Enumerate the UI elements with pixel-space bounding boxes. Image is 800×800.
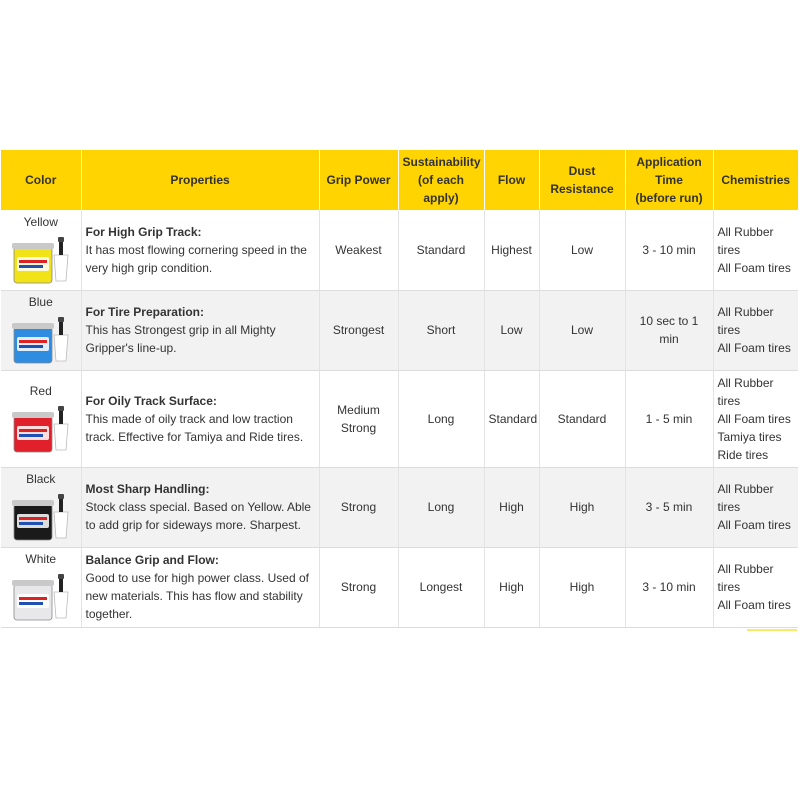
header-application-time [625, 150, 713, 210]
grip-power-cell: Strong [319, 547, 398, 627]
header-sustainability-line3: apply) [423, 191, 459, 205]
color-name: Yellow [23, 214, 58, 229]
table-row [1, 290, 798, 370]
properties-cell [81, 547, 319, 627]
flow-cell: Standard [484, 370, 539, 467]
color-cell [1, 547, 81, 627]
sustainability-cell: Longest [398, 547, 484, 627]
table-row [1, 547, 798, 627]
chemistry-item: All Foam tires [717, 341, 791, 355]
table-row [1, 370, 798, 467]
flow-cell: High [484, 547, 539, 627]
gripper-comparison-table [1, 150, 798, 628]
color-name: Blue [28, 295, 53, 309]
header-dust-line2: Resistance [550, 182, 614, 196]
flow-cell: Low [484, 290, 539, 370]
chemistries-cell [713, 547, 798, 627]
header-color: Color [1, 150, 81, 210]
application-time-cell: 3 - 10 min [625, 547, 713, 627]
grip-power-cell: Medium Strong [319, 370, 398, 467]
chemistries-cell [713, 467, 798, 547]
header-dust-resistance [539, 150, 625, 210]
grip-power-cell: Weakest [319, 210, 398, 290]
dust-resistance-cell: Low [539, 290, 625, 370]
header-app-line2: Time [655, 173, 683, 187]
sustainability-cell: Short [398, 290, 484, 370]
flow-cell: High [484, 467, 539, 547]
color-name: White [25, 552, 57, 566]
chemistry-item: All Foam tires [717, 411, 791, 426]
product-jar-image [6, 233, 76, 287]
color-cell [1, 370, 81, 467]
chemistry-item: All Rubber tires [717, 482, 774, 514]
properties-title: Most Sharp Handling: [85, 482, 210, 496]
grip-power-cell: Strong [319, 467, 398, 547]
color-name: Red [29, 383, 52, 398]
header-flow: Flow [484, 150, 539, 210]
grip-power-cell: Strongest [319, 290, 398, 370]
chemistry-item: Ride tires [717, 447, 769, 462]
dust-resistance-cell: Low [539, 210, 625, 290]
properties-title: For Tire Preparation: [85, 305, 204, 319]
chemistry-item: All Foam tires [717, 518, 791, 532]
chemistry-item: All Rubber tires [717, 224, 774, 257]
application-time-cell: 3 - 5 min [625, 467, 713, 547]
color-name: Black [26, 472, 56, 486]
product-jar-image [6, 570, 76, 624]
header-dust-line1: Dust [568, 164, 596, 178]
product-jar-image [6, 490, 76, 544]
dust-resistance-cell: High [539, 467, 625, 547]
product-jar-image [6, 402, 76, 456]
chemistry-item: All Foam tires [717, 260, 791, 275]
sustainability-cell: Standard [398, 210, 484, 290]
header-sustainability [398, 150, 484, 210]
header-sustainability-line2: (of each [417, 173, 464, 187]
header-grip-power: Grip Power [319, 150, 398, 210]
flow-cell: Highest [484, 210, 539, 290]
properties-text: Good to use for high power class. Used of new materials. This has flow and stability together. [85, 571, 309, 621]
properties-cell [81, 290, 319, 370]
header-app-line1: Application [636, 155, 702, 169]
header-app-line3: (before run) [635, 191, 703, 205]
product-jar-image [6, 313, 76, 367]
chemistry-item: All Rubber tires [717, 562, 774, 594]
color-cell [1, 467, 81, 547]
chemistries-cell [713, 370, 798, 467]
sustainability-cell: Long [398, 467, 484, 547]
dust-resistance-cell: Standard [539, 370, 625, 467]
properties-text: This has Strongest grip in all Mighty Gripper's line-up. [85, 323, 276, 355]
properties-title: Balance Grip and Flow: [85, 553, 219, 567]
properties-title: For High Grip Track: [85, 224, 202, 239]
comparison-table-wrapper [1, 150, 798, 628]
properties-text: Stock class special. Based on Yellow. Able to add grip for sideways more. Sharpest. [85, 500, 311, 532]
decorative-underline [747, 629, 797, 631]
chemistry-item: All Foam tires [717, 598, 791, 612]
properties-title: For Oily Track Surface: [85, 393, 217, 408]
properties-cell [81, 467, 319, 547]
header-properties: Properties [81, 150, 319, 210]
color-cell [1, 290, 81, 370]
color-cell [1, 210, 81, 290]
header-row [1, 150, 798, 210]
header-chemistries: Chemistries [713, 150, 798, 210]
sustainability-cell: Long [398, 370, 484, 467]
chemistry-item: Tamiya tires [717, 429, 782, 444]
chemistry-item: All Rubber tires [717, 375, 774, 408]
chemistries-cell [713, 210, 798, 290]
properties-text: It has most flowing cornering speed in the very high grip condition. [85, 242, 307, 275]
table-row [1, 467, 798, 547]
properties-cell [81, 210, 319, 290]
properties-text: This made of oily track and low traction track. Effective for Tamiya and Ride tires. [85, 411, 304, 444]
application-time-cell: 3 - 10 min [625, 210, 713, 290]
properties-cell [81, 370, 319, 467]
chemistry-item: All Rubber tires [717, 305, 774, 337]
application-time-cell: 1 - 5 min [625, 370, 713, 467]
header-sustainability-line1: Sustainability [402, 155, 481, 169]
dust-resistance-cell: High [539, 547, 625, 627]
chemistries-cell [713, 290, 798, 370]
table-row [1, 210, 798, 290]
application-time-cell: 10 sec to 1 min [625, 290, 713, 370]
